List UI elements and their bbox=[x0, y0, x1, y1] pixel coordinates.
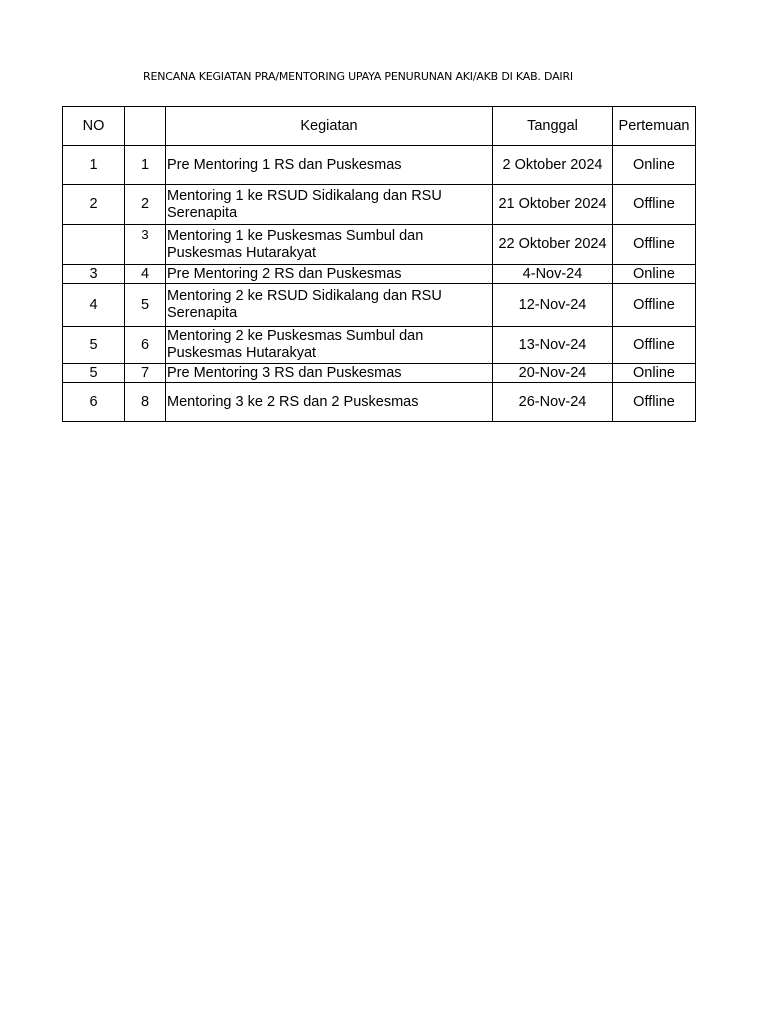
table-row bbox=[63, 185, 696, 225]
cell-tanggal: 21 Oktober 2024 bbox=[493, 185, 613, 225]
cell-pertemuan: Online bbox=[613, 146, 696, 185]
table-row bbox=[63, 383, 696, 422]
document-title: RENCANA KEGIATAN PRA/MENTORING UPAYA PENURUNAN AKI/AKB DI KAB. DAIRI bbox=[143, 70, 573, 83]
cell-no bbox=[63, 225, 125, 265]
table-row bbox=[63, 364, 696, 383]
cell-kegiatan: Mentoring 2 ke RSUD Sidikalang dan RSU Serenapita bbox=[166, 284, 493, 327]
cell-pertemuan: Offline bbox=[613, 327, 696, 364]
cell-pertemuan: Online bbox=[613, 364, 696, 383]
cell-tanggal: 2 Oktober 2024 bbox=[493, 146, 613, 185]
cell-kegiatan: Mentoring 1 ke RSUD Sidikalang dan RSU Serenapita bbox=[166, 185, 493, 225]
cell-kegiatan: Mentoring 1 ke Puskesmas Sumbul dan Puskesmas Hutarakyat bbox=[166, 225, 493, 265]
table-row bbox=[63, 146, 696, 185]
cell-no: 1 bbox=[63, 146, 125, 185]
cell-tanggal: 26-Nov-24 bbox=[493, 383, 613, 422]
table-header-row bbox=[63, 107, 696, 146]
cell-pertemuan: Offline bbox=[613, 284, 696, 327]
cell-no: 2 bbox=[63, 185, 125, 225]
cell-sub: 7 bbox=[125, 364, 166, 383]
cell-no: 6 bbox=[63, 383, 125, 422]
schedule-table bbox=[62, 106, 696, 422]
cell-kegiatan: Pre Mentoring 2 RS dan Puskesmas bbox=[166, 265, 493, 284]
cell-sub: 1 bbox=[125, 146, 166, 185]
cell-pertemuan: Offline bbox=[613, 383, 696, 422]
cell-no: 5 bbox=[63, 364, 125, 383]
cell-tanggal: 12-Nov-24 bbox=[493, 284, 613, 327]
column-header-pertemuan: Pertemuan bbox=[613, 107, 696, 146]
cell-tanggal: 13-Nov-24 bbox=[493, 327, 613, 364]
column-header-kegiatan: Kegiatan bbox=[166, 107, 493, 146]
cell-tanggal: 22 Oktober 2024 bbox=[493, 225, 613, 265]
cell-kegiatan: Mentoring 3 ke 2 RS dan 2 Puskesmas bbox=[166, 383, 493, 422]
table-row bbox=[63, 327, 696, 364]
cell-no: 4 bbox=[63, 284, 125, 327]
cell-kegiatan: Mentoring 2 ke Puskesmas Sumbul dan Puskesmas Hutarakyat bbox=[166, 327, 493, 364]
cell-kegiatan: Pre Mentoring 3 RS dan Puskesmas bbox=[166, 364, 493, 383]
cell-kegiatan: Pre Mentoring 1 RS dan Puskesmas bbox=[166, 146, 493, 185]
table-row bbox=[63, 284, 696, 327]
cell-tanggal: 4-Nov-24 bbox=[493, 265, 613, 284]
cell-pertemuan: Offline bbox=[613, 185, 696, 225]
cell-no: 3 bbox=[63, 265, 125, 284]
cell-sub: 6 bbox=[125, 327, 166, 364]
table-row bbox=[63, 265, 696, 284]
cell-tanggal: 20-Nov-24 bbox=[493, 364, 613, 383]
cell-sub: 3 bbox=[125, 225, 166, 265]
table-row bbox=[63, 225, 696, 265]
cell-no: 5 bbox=[63, 327, 125, 364]
cell-sub: 4 bbox=[125, 265, 166, 284]
column-header-no: NO bbox=[63, 107, 125, 146]
column-header-tanggal: Tanggal bbox=[493, 107, 613, 146]
cell-pertemuan: Online bbox=[613, 265, 696, 284]
cell-pertemuan: Offline bbox=[613, 225, 696, 265]
column-header-sub bbox=[125, 107, 166, 146]
cell-sub: 5 bbox=[125, 284, 166, 327]
cell-sub: 2 bbox=[125, 185, 166, 225]
cell-sub: 8 bbox=[125, 383, 166, 422]
